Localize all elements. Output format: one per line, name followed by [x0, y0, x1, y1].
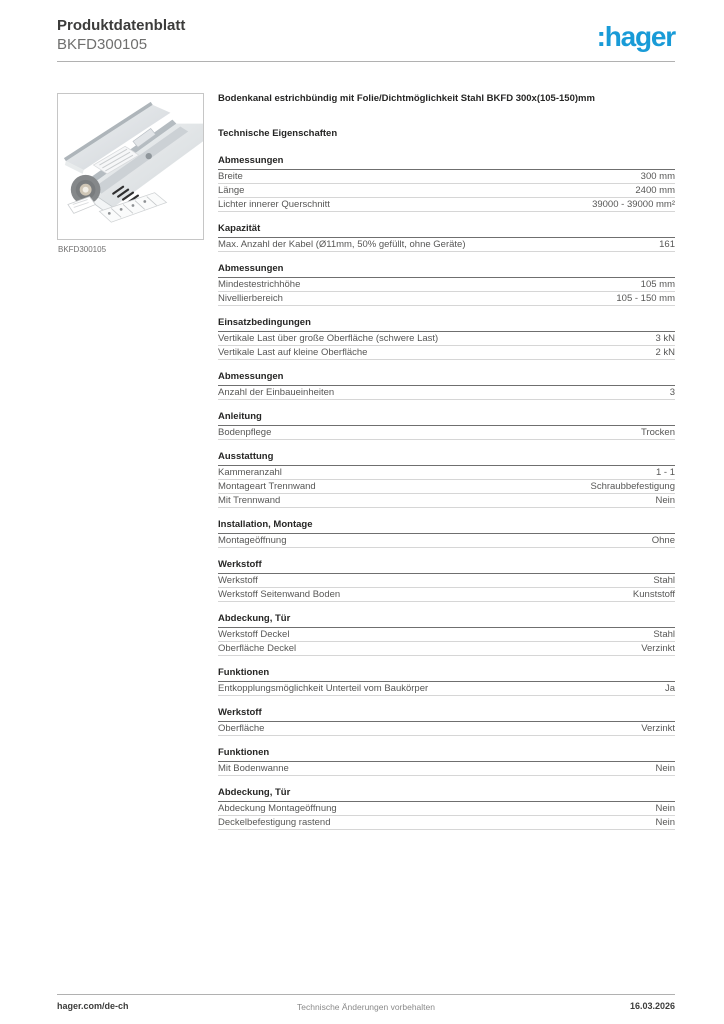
product-reference: BKFD300105	[57, 36, 148, 53]
spec-section-title: Abmessungen	[218, 155, 675, 170]
spec-rows	[218, 682, 675, 696]
spec-section-title: Ausstattung	[218, 451, 675, 466]
spec-label: Montageart Trennwand	[218, 481, 316, 492]
spec-row	[218, 480, 675, 494]
spec-label: Mindestestrichhöhe	[218, 279, 301, 290]
spec-value: Nein	[655, 495, 675, 506]
spec-value: 1 - 1	[655, 467, 675, 478]
hager-logo: :hager	[596, 21, 675, 52]
tech-properties-heading: Technische Eigenschaften	[218, 128, 338, 139]
spec-section	[218, 371, 675, 400]
spec-rows	[218, 802, 675, 830]
page-footer	[57, 1001, 675, 1015]
spec-value: Kunststoff	[632, 589, 675, 600]
spec-row	[218, 588, 675, 602]
spec-label: Werkstoff Seitenwand Boden	[218, 589, 341, 600]
spec-row	[218, 346, 675, 360]
spec-row	[218, 278, 675, 292]
spec-rows	[218, 534, 675, 548]
spec-row	[218, 574, 675, 588]
spec-value: 39000 - 39000 mm²	[592, 199, 675, 210]
spec-value: Verzinkt	[641, 643, 675, 654]
spec-row	[218, 184, 675, 198]
footer-website-link[interactable]: hager.com/de-ch	[57, 1001, 129, 1011]
spec-label: Oberfläche	[218, 723, 265, 734]
spec-value: Stahl	[653, 629, 675, 640]
spec-row	[218, 722, 675, 736]
spec-row	[218, 628, 675, 642]
spec-section-title: Abmessungen	[218, 371, 675, 386]
spec-rows	[218, 722, 675, 736]
spec-label: Lichter innerer Querschnitt	[218, 199, 330, 210]
spec-row	[218, 466, 675, 480]
content-column	[218, 93, 675, 830]
label-box	[68, 197, 96, 214]
spec-label: Vertikale Last auf kleine Oberfläche	[218, 347, 368, 358]
spec-rows	[218, 762, 675, 776]
spec-value: Stahl	[653, 575, 675, 586]
spec-row	[218, 238, 675, 252]
spec-section-title: Werkstoff	[218, 559, 675, 574]
spec-row	[218, 642, 675, 656]
spec-section	[218, 223, 675, 252]
spec-label: Max. Anzahl der Kabel (Ø11mm, 50% gefüllt, ohne Geräte)	[218, 239, 466, 250]
spec-value: Verzinkt	[641, 723, 675, 734]
spec-label: Montageöffnung	[218, 535, 287, 546]
spec-row	[218, 386, 675, 400]
spec-row	[218, 170, 675, 184]
spec-value: Ja	[664, 683, 675, 694]
spec-value: Trocken	[641, 427, 675, 438]
spec-label: Kammeranzahl	[218, 467, 282, 478]
page-header	[57, 16, 675, 62]
spec-row	[218, 762, 675, 776]
spec-value: 161	[659, 239, 675, 250]
spec-value: 105 - 150 mm	[616, 293, 675, 304]
spec-value: 105 mm	[640, 279, 675, 290]
spec-section	[218, 263, 675, 306]
spec-label: Mit Trennwand	[218, 495, 281, 506]
spec-rows	[218, 628, 675, 656]
product-image	[57, 93, 204, 240]
spec-row	[218, 426, 675, 440]
header-divider	[57, 61, 675, 62]
spec-label: Werkstoff Deckel	[218, 629, 290, 640]
spec-row	[218, 332, 675, 346]
spec-section	[218, 519, 675, 548]
spec-label: Deckelbefestigung rastend	[218, 817, 331, 828]
spec-section-title: Abdeckung, Tür	[218, 613, 675, 628]
spec-row	[218, 816, 675, 830]
product-photo	[58, 94, 203, 239]
spec-value: Nein	[655, 803, 675, 814]
spec-label: Bodenpflege	[218, 427, 272, 438]
spec-rows	[218, 426, 675, 440]
spec-label: Entkopplungsmöglichkeit Unterteil vom Baukörper	[218, 683, 429, 694]
spec-section-title: Werkstoff	[218, 707, 675, 722]
product-title: Bodenkanal estrichbündig mit Folie/Dichtmöglichkeit Stahl BKFD 300x(105-150)mm	[218, 93, 595, 104]
spec-value: Schraubbefestigung	[590, 481, 675, 492]
spec-row	[218, 292, 675, 306]
spec-row	[218, 534, 675, 548]
spec-value: Nein	[655, 817, 675, 828]
spec-rows	[218, 238, 675, 252]
spec-label: Werkstoff	[218, 575, 258, 586]
spec-rows	[218, 170, 675, 212]
spec-value: Nein	[655, 763, 675, 774]
footer-date: 16.03.2026	[629, 1001, 675, 1011]
spec-section-title: Funktionen	[218, 667, 675, 682]
spec-value: 2400 mm	[635, 185, 675, 196]
spec-row	[218, 494, 675, 508]
spec-value: 3 kN	[655, 333, 675, 344]
spec-row	[218, 198, 675, 212]
spec-label: Abdeckung Montageöffnung	[218, 803, 337, 814]
spec-sections	[218, 155, 675, 830]
spec-rows	[218, 466, 675, 508]
spec-value: Ohne	[651, 535, 675, 546]
spec-section	[218, 667, 675, 696]
spec-section-title: Abmessungen	[218, 263, 675, 278]
spec-section	[218, 411, 675, 440]
spec-section	[218, 559, 675, 602]
spec-value: 300 mm	[640, 171, 675, 182]
spec-section	[218, 155, 675, 212]
spec-label: Breite	[218, 171, 243, 182]
spec-label: Vertikale Last über große Oberfläche (schwere Last)	[218, 333, 439, 344]
spec-section	[218, 747, 675, 776]
page-title: Produktdatenblatt	[57, 17, 186, 34]
spec-section	[218, 707, 675, 736]
spec-value: 3	[669, 387, 675, 398]
spec-section-title: Einsatzbedingungen	[218, 317, 675, 332]
spec-row	[218, 802, 675, 816]
spec-label: Länge	[218, 185, 245, 196]
spec-rows	[218, 574, 675, 602]
spec-section-title: Abdeckung, Tür	[218, 787, 675, 802]
spec-section-title: Funktionen	[218, 747, 675, 762]
product-image-caption: BKFD300105	[58, 245, 107, 254]
spec-label: Anzahl der Einbaueinheiten	[218, 387, 335, 398]
spec-rows	[218, 332, 675, 360]
spec-section-title: Installation, Montage	[218, 519, 675, 534]
spec-section-title: Kapazität	[218, 223, 675, 238]
spec-label: Mit Bodenwanne	[218, 763, 289, 774]
spec-rows	[218, 386, 675, 400]
spec-section	[218, 787, 675, 830]
footer-divider	[57, 994, 675, 995]
spec-section	[218, 317, 675, 360]
spec-label: Nivellierbereich	[218, 293, 283, 304]
spec-section	[218, 451, 675, 508]
spec-section-title: Anleitung	[218, 411, 675, 426]
spec-label: Oberfläche Deckel	[218, 643, 297, 654]
spec-rows	[218, 278, 675, 306]
footer-disclaimer: Technische Änderungen vorbehalten	[297, 1002, 435, 1012]
spec-value: 2 kN	[655, 347, 675, 358]
spec-section	[218, 613, 675, 656]
spec-row	[218, 682, 675, 696]
